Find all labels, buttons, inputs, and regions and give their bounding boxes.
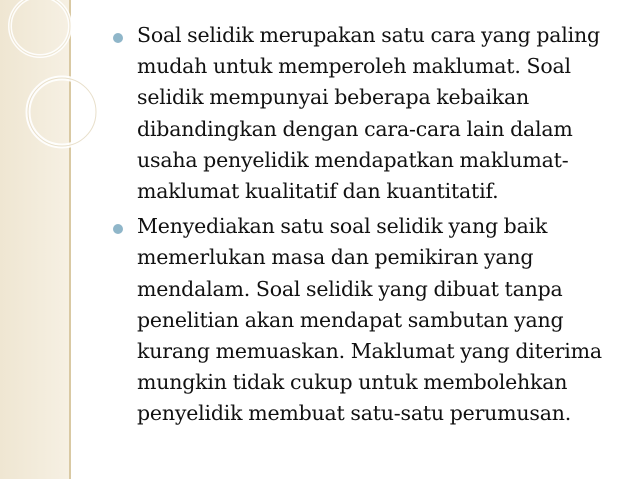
bullet-list bbox=[113, 20, 628, 434]
bullet-text: Menyediakan satu soal selidik yang baik memerlukan masa dan pemikiran yang mendalam. Soal selidik yang dibuat tanpa penelitian akan mendapat sambutan yang kurang memuaskan. Maklumat yang diterima mungkin tidak cukup untuk membolehkan penyelidik membuat satu-satu perumusan. bbox=[137, 214, 602, 426]
bullet-text: Soal selidik merupakan satu cara yang paling mudah untuk memperoleh maklumat. Soal selidik mempunyai beberapa kebaikan dibandingkan dengan cara-cara lain dalam usaha penyelidik mendapatkan maklumat-maklumat kualitatif dan kuantitatif. bbox=[137, 23, 600, 204]
bullet-item bbox=[113, 211, 628, 429]
bullet-dot-icon bbox=[113, 33, 123, 43]
bullet-dot-icon bbox=[113, 224, 123, 234]
decorative-rings-icon bbox=[0, 0, 120, 200]
bullet-item bbox=[113, 20, 628, 207]
